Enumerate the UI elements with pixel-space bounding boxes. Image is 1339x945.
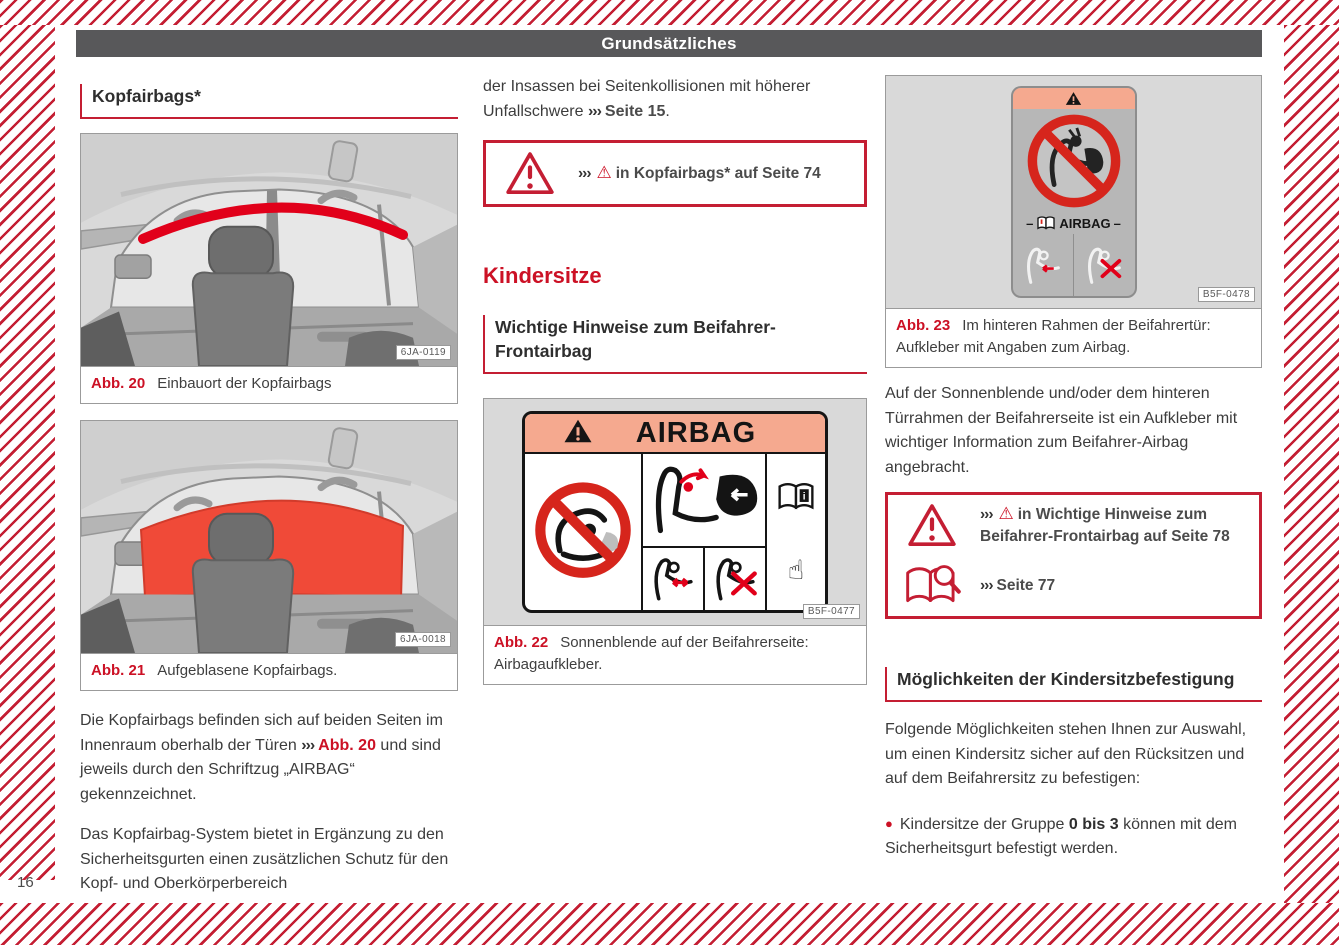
figure-caption (886, 308, 1261, 367)
column-middle (483, 75, 867, 685)
figure-caption-text: Sonnenblende auf der Beifahrerseite: Airbagaufkleber. (494, 634, 809, 673)
striped-border-top (0, 0, 1339, 25)
section-heading-kindersitzbefestigung: Möglichkeiten der Kindersitzbefestigung (885, 667, 1262, 702)
warning-box-beifahrer-frontairbag (885, 492, 1262, 619)
headrest (209, 227, 273, 277)
figure-abb20 (80, 133, 458, 404)
warning-row (486, 143, 864, 204)
reference-chevrons: ››› (578, 165, 591, 182)
book-exclamation-icon (1036, 215, 1056, 231)
airbag-label-header (525, 414, 825, 454)
warning-reference-text: Seite 77 (996, 577, 1056, 594)
pointing-hand-icon: ☝ (787, 555, 805, 586)
warning-triangle-small-icon: ⚠ (998, 504, 1014, 523)
warning-reference-text: in Wichtige Hinweise zum Beifahrer-Frontairbag auf Seite 78 (980, 506, 1230, 545)
rearview-mirror (115, 255, 151, 278)
figure-abb22-image (484, 399, 866, 625)
front-seat (193, 272, 293, 366)
section-heading-beifahrer-frontairbag: Wichtige Hinweise zum Beifahrer-Frontairbag (483, 315, 867, 374)
figure-caption (81, 366, 457, 403)
striped-border-left (0, 25, 55, 880)
warning-text (578, 162, 821, 185)
page-number: 16 (17, 874, 34, 891)
figure-abb22 (483, 398, 867, 685)
airbag-label-word: AIRBAG (635, 416, 757, 449)
childseat-belt-distance-icon (1013, 234, 1074, 296)
text-segment: der Insassen bei Seitenkollisionen mit höherer Unfallschwere (483, 78, 811, 120)
bullet-item-gruppe-0-bis-3 (885, 812, 1262, 862)
striped-border-right (1284, 25, 1339, 905)
column-left (80, 84, 458, 897)
warning-reference-text: in Kopfairbags* auf Seite 74 (615, 165, 821, 182)
warning-box-kopfairbags (483, 140, 867, 207)
text-bold-segment: 0 bis 3 (1068, 815, 1119, 833)
warning-text (980, 575, 1055, 597)
sticker-airbag-row (1026, 215, 1121, 231)
figure-label: Abb. 21 (91, 662, 146, 679)
figure-abb20-image (81, 134, 457, 366)
figure-caption (484, 625, 866, 684)
figure-reference: Abb. 20 (318, 736, 376, 754)
warning-text (980, 503, 1247, 548)
black-warning-triangle-icon (1065, 91, 1082, 106)
bullet-icon: ● (885, 815, 893, 831)
section-heading-kopfairbags: Kopfairbags* (80, 84, 458, 119)
figure-caption-text: Einbauort der Kopfairbags (157, 375, 332, 392)
reference-chevrons: ››› (980, 506, 993, 523)
book-magnifier-icon (900, 563, 964, 609)
text-segment: können mit dem Sicherheitsgurt befestigt werden. (885, 815, 1237, 857)
warning-triangle-icon (900, 502, 964, 549)
headrest (209, 514, 273, 564)
page-reference: Seite 15 (604, 102, 666, 120)
sticker-header-band (1013, 88, 1135, 109)
chapter-title: Grundsätzliches (601, 34, 737, 53)
column-right (885, 75, 1262, 862)
dash: – (1113, 215, 1121, 231)
reference-chevrons: ››› (980, 577, 993, 594)
front-seat (193, 559, 293, 653)
svg-text:i: i (802, 491, 806, 503)
airbag-label-pictograms (525, 454, 825, 610)
warning-row (888, 495, 1259, 556)
dash: – (1026, 215, 1034, 231)
text-segment: Die Kopfairbags befinden sich auf beiden Seiten im Innenraum oberhalb der Türen (80, 712, 443, 754)
striped-border-bottom (0, 903, 1339, 945)
airbag-warning-label (484, 399, 866, 625)
figure-label: Abb. 20 (91, 375, 146, 392)
figure-code: B5F-0478 (1198, 287, 1255, 302)
text-segment: Kindersitze der Gruppe (899, 815, 1069, 833)
paragraph-intro-continuation (483, 75, 867, 124)
book-info-icon (776, 480, 816, 518)
figure-abb23-image (886, 76, 1261, 308)
paragraph-kopfairbags-location (80, 709, 458, 807)
figure-code: 6JA-0018 (395, 632, 451, 647)
warning-triangle-icon (498, 150, 562, 197)
figure-caption (81, 653, 457, 690)
prohibition-rearfacing-childseat-icon (525, 454, 643, 610)
sticker-pictogram-row (1013, 234, 1135, 296)
paragraph-befestigung-intro: Folgende Möglichkeiten stehen Ihnen zur Auswahl, um einen Kindersitz sicher auf den Rücksitzen und auf dem Beifahrersitz zu befestigen: (885, 721, 1247, 787)
warning-triangle-small-icon: ⚠ (596, 163, 612, 182)
sticker-airbag-word: AIRBAG (1059, 215, 1111, 231)
childseat-prohibited-icon (1073, 234, 1135, 296)
reference-chevrons: ››› (587, 102, 601, 120)
paragraph-kopfairbag-system: Das Kopfairbag-System bietet in Ergänzung zu den Sicherheitsgurten einen zusätzlichen Schutz für den Kopf- und Oberkörperbereich (80, 826, 449, 892)
figure-abb21 (80, 420, 458, 691)
figure-label: Abb. 23 (896, 317, 951, 334)
figure-code: B5F-0477 (803, 604, 860, 619)
airbag-deploy-icon (643, 454, 765, 548)
prohibition-childseat-airbag-icon (1022, 109, 1126, 213)
reference-chevrons: ››› (301, 736, 315, 754)
text-segment: . (665, 102, 670, 120)
door-frame-airbag-sticker (1011, 86, 1137, 298)
text-segment: und sind jeweils durch den Schriftzug „AIRBAG“ gekennzeichnet. (80, 736, 441, 803)
chapter-header-bar (76, 30, 1262, 57)
figure-code: 6JA-0119 (396, 345, 451, 360)
warning-row (888, 556, 1259, 616)
black-warning-triangle-icon (563, 418, 593, 449)
figure-abb21-image (81, 421, 457, 653)
car-interior-illustration (81, 134, 457, 366)
childseat-belt-distance-icon (643, 548, 703, 610)
figure-label: Abb. 22 (494, 634, 549, 651)
figure-caption-text: Aufgeblasene Kopfairbags. (157, 662, 338, 679)
figure-abb23 (885, 75, 1262, 368)
chapter-heading-kindersitze: Kindersitze (483, 263, 602, 288)
car-interior-illustration (81, 421, 457, 653)
figure-caption-text: Im hinteren Rahmen der Beifahrertür: Aufkleber mit Angaben zum Airbag. (896, 317, 1211, 356)
paragraph-sticker-info: Auf der Sonnenblende und/oder dem hinteren Türrahmen der Beifahrerseite ist ein Aufkleber mit wichtiger Information zum Beifahrer-Airbag angebracht. (885, 385, 1238, 476)
childseat-prohibited-icon (703, 548, 765, 610)
